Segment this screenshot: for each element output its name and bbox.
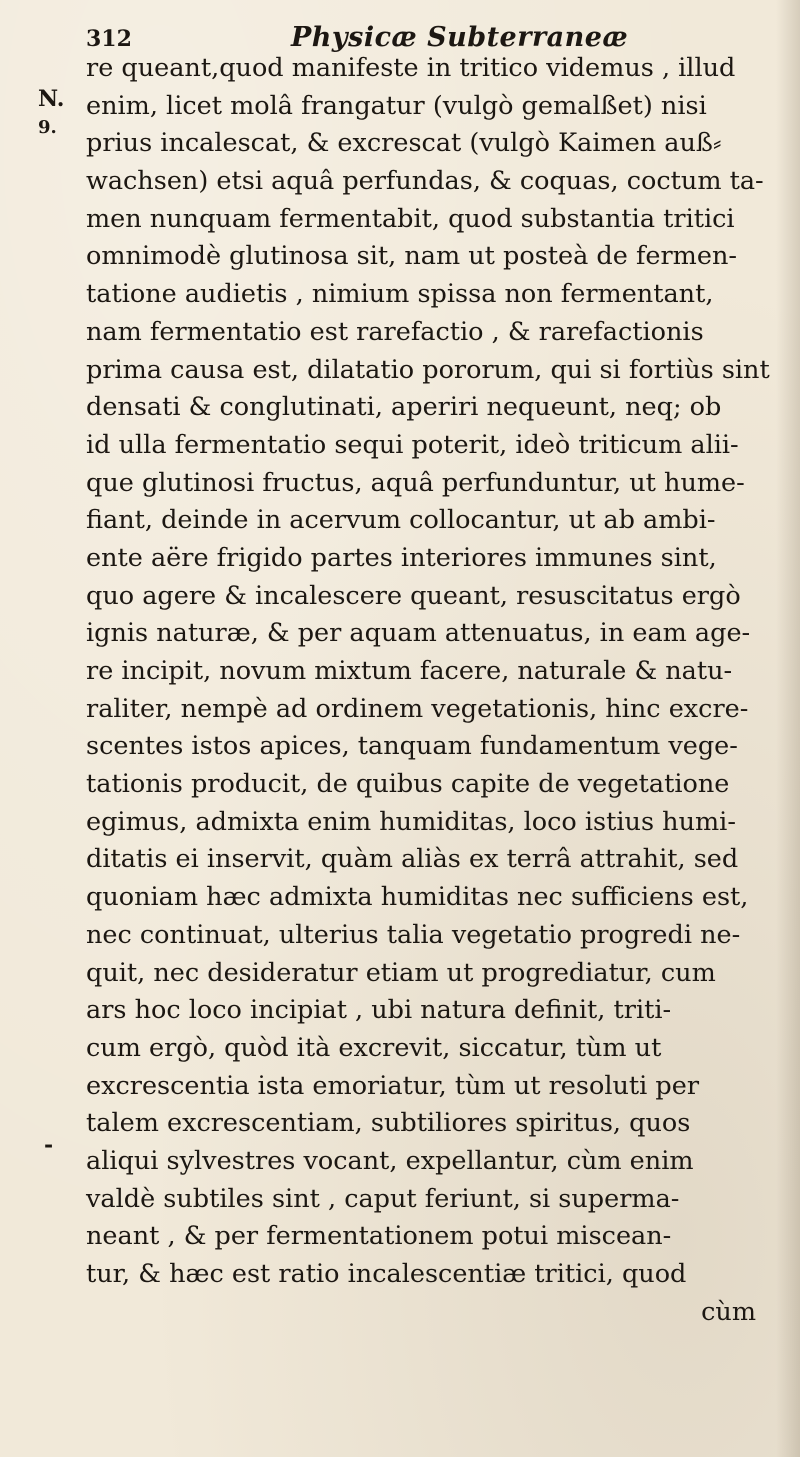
running-title: Physicæ Subterraneæ — [291, 22, 629, 53]
text-line: enim, licet molâ frangatur (vulgò gemalßet) nisi — [86, 90, 707, 121]
catchword: cùm — [701, 1296, 756, 1327]
text-line: fiant, deinde in acervum collocantur, ut ab ambi- — [86, 505, 716, 536]
text-line: omnimodè glutinosa sit, nam ut posteà de fermen- — [86, 241, 737, 272]
text-line: valdè subtiles sint , caput feriunt, si superma- — [86, 1183, 680, 1214]
text-line: ditatis ei inservit, quàm aliàs ex terrâ attrahit, sed — [86, 844, 739, 875]
text-line: densati & conglutinati, aperiri nequeunt, neq; ob — [86, 392, 722, 423]
text-line: quoniam hæc admixta humiditas nec sufficiens est, — [86, 882, 749, 913]
page-number: 312 — [86, 26, 132, 52]
text-line: talem excrescentiam, subtiliores spiritus, quos — [86, 1108, 691, 1139]
text-line: tur, & hæc est ratio incalescentiæ tritici, quod — [86, 1259, 687, 1289]
text-line: id ulla fermentatio sequi poterit, ideò triticum alii- — [86, 429, 739, 460]
text-line: quo agere & incalescere queant, resuscitatus ergò — [86, 580, 741, 611]
text-line: nam fermentatio est rarefactio , & rarefactionis — [86, 316, 704, 347]
text-line: tatione audietis , nimium spissa non fermentant, — [86, 279, 714, 310]
text-line: raliter, nempè ad ordinem vegetationis, hinc excre- — [86, 693, 749, 724]
text-line: re queant,quod manifeste in tritico videmus , illud — [86, 53, 736, 83]
text-line: scentes istos apices, tanquam fundamentum vege- — [86, 731, 738, 762]
text-line: prima causa est, dilatatio pororum, qui si fortiùs sint — [86, 354, 770, 385]
text-line: egimus, admixta enim humiditas, loco istius humi- — [86, 806, 736, 837]
margin-note-dash: - — [44, 1132, 54, 1158]
text-line: wachsen) etsi aquâ perfundas, & coquas, coctum ta- — [86, 166, 764, 197]
text-line: que glutinosi fructus, aquâ perfunduntur, ut hume- — [86, 467, 745, 498]
text-line: nec continuat, ulterius talia vegetatio progredi ne- — [86, 919, 741, 950]
margin-note-9: 9. — [38, 117, 57, 138]
text-line: quit, nec desideratur etiam ut progrediatur, cum — [86, 957, 716, 988]
main-text-block — [86, 50, 786, 1331]
text-line: tationis producit, de quibus capite de vegetatione — [86, 769, 730, 800]
text-line: neant , & per fermentationem potui miscean- — [86, 1221, 672, 1252]
text-line: prius incalescat, & excrescat (vulgò Kaimen auß⸗ — [86, 128, 722, 159]
text-line: ignis naturæ, & per aquam attenuatus, in eam age- — [86, 618, 751, 649]
text-line: re incipit, novum mixtum facere, naturale & natu- — [86, 656, 733, 686]
text-line: ente aëre frigido partes interiores immunes sint, — [86, 542, 717, 573]
text-line: cum ergò, quòd ità excrevit, siccatur, tùm ut — [86, 1032, 662, 1063]
text-line: ars hoc loco incipiat , ubi natura definit, triti- — [86, 995, 672, 1026]
text-line: men nunquam fermentabit, quod substantia tritici — [86, 203, 735, 234]
text-line: aliqui sylvestres vocant, expellantur, cùm enim — [86, 1145, 694, 1176]
margin-note-n: N. — [38, 86, 65, 112]
text-line: excrescentia ista emoriatur, tùm ut resoluti per — [86, 1070, 700, 1101]
